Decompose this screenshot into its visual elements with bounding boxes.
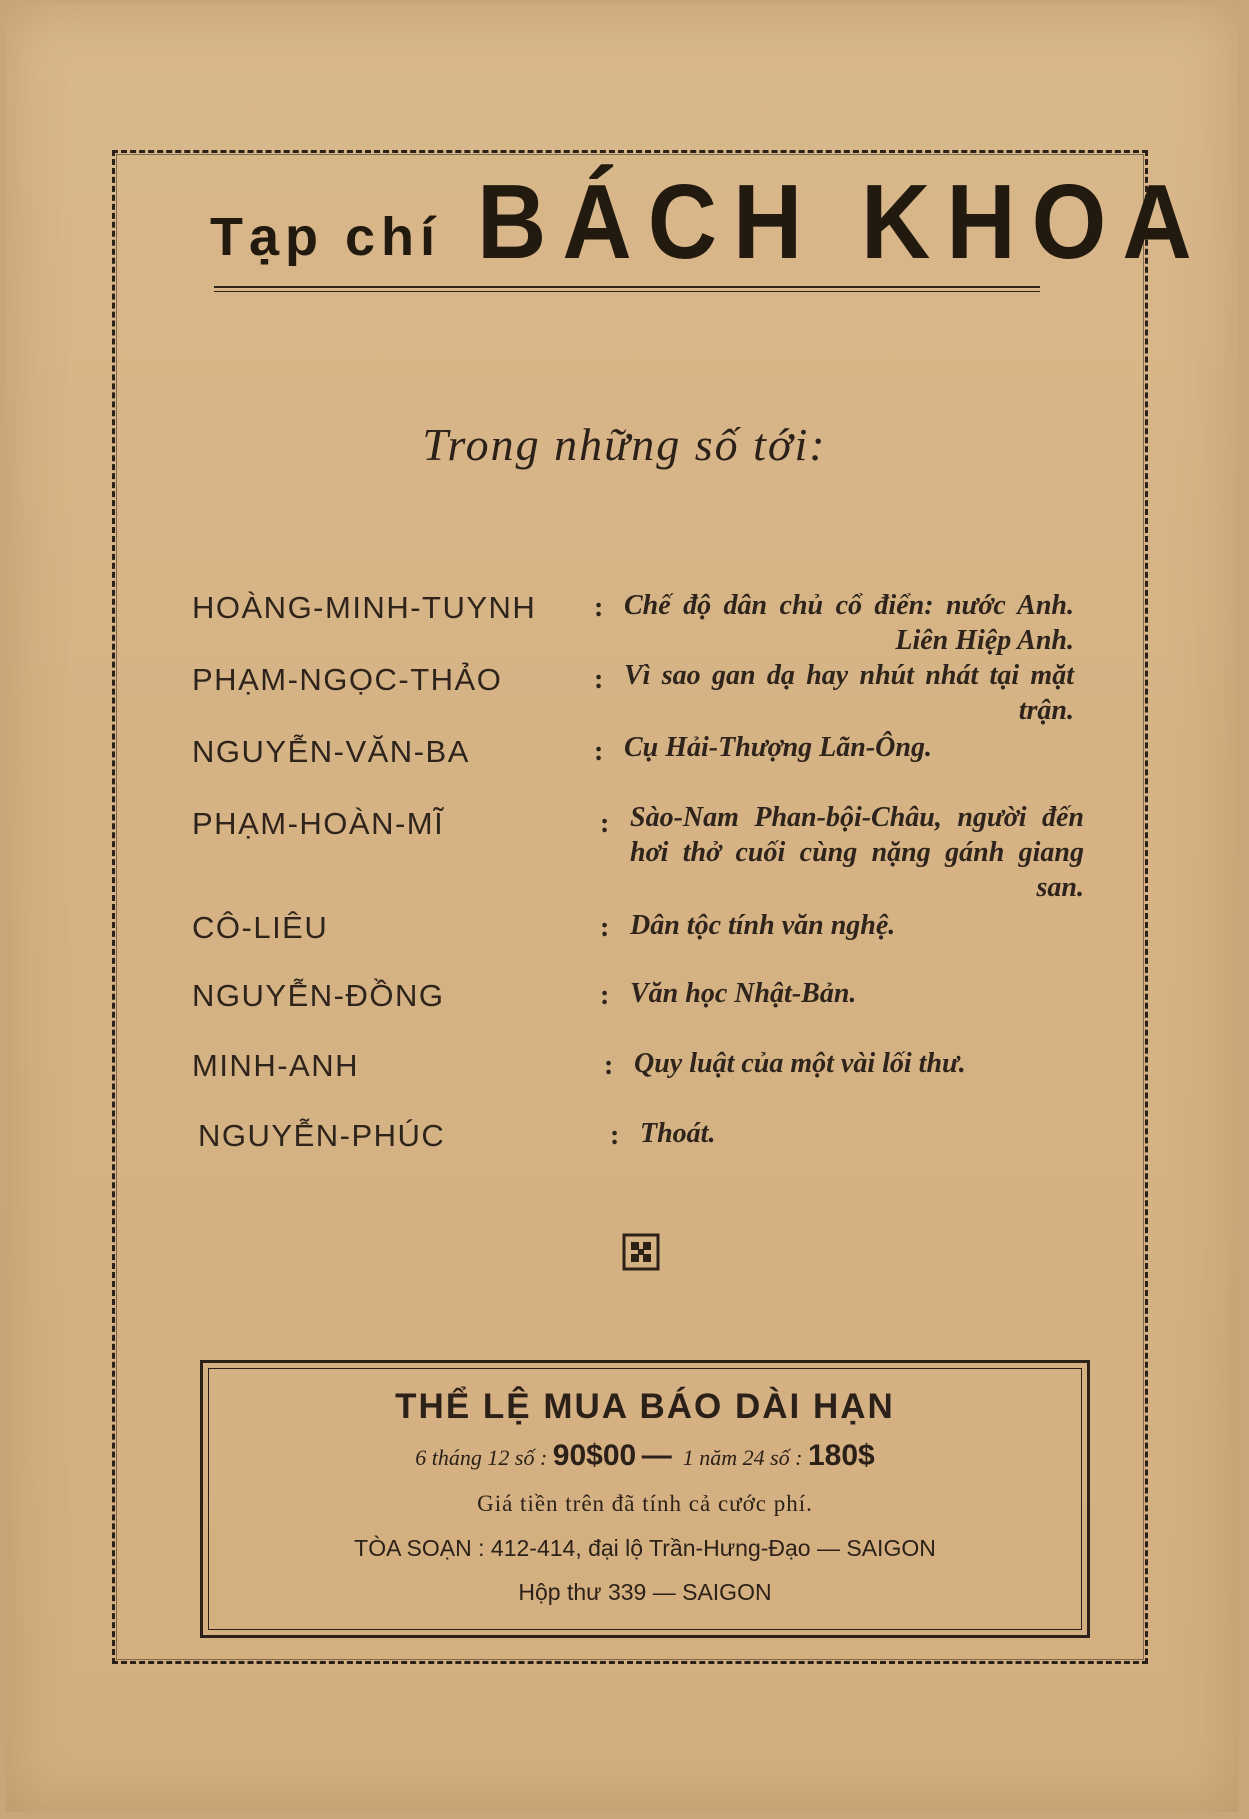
- separator-colon: :: [594, 664, 604, 695]
- price-note: Giá tiền trên đã tính cả cước phí.: [477, 1491, 813, 1516]
- subscription-title: THỂ LỆ MUA BÁO DÀI HẠN: [395, 1387, 895, 1426]
- title-main: BÁCH KHOA: [477, 163, 1208, 282]
- subscription-box: [200, 1360, 1090, 1638]
- upcoming-issues-heading: Trong những số tới:: [422, 419, 827, 470]
- author-name: NGUYỄN-PHÚC: [198, 1118, 446, 1153]
- separator-colon: :: [610, 1120, 620, 1151]
- title-prefix: Tạp chí: [210, 207, 442, 267]
- one-year-price: 180$: [807, 1439, 875, 1472]
- article-title: Văn học Nhật-Bản.: [630, 978, 857, 1009]
- title-underline: [214, 286, 1040, 292]
- separator-colon: :: [604, 1050, 614, 1081]
- mailbox-address: Hộp thư 339 — SAIGON: [518, 1579, 772, 1605]
- separator-colon: :: [594, 736, 604, 767]
- separator-colon: :: [600, 912, 610, 943]
- author-name: MINH-ANH: [192, 1048, 359, 1083]
- separator-colon: :: [594, 592, 604, 623]
- six-month-price: 90$00: [552, 1439, 637, 1472]
- separator-colon: :: [600, 808, 610, 839]
- magazine-title: [210, 163, 1208, 282]
- ornament-icon: [622, 1233, 660, 1271]
- office-address: TÒA SOẠN : 412-414, đại lộ Trần-Hưng-Đạo — SAIGON: [354, 1535, 936, 1561]
- article-title: Chế độ dân chủ cổ điển: nước Anh. Liên Hiệp Anh.: [624, 590, 1074, 656]
- article-title: Cụ Hải-Thượng Lãn-Ông.: [624, 732, 932, 763]
- author-name: NGUYỄN-VĂN-BA: [192, 734, 470, 769]
- article-title: Thoát.: [640, 1118, 716, 1149]
- one-year-label: 1 năm 24 số :: [682, 1445, 803, 1470]
- separator-colon: :: [600, 980, 610, 1011]
- article-title: Dân tộc tính văn nghệ.: [630, 910, 896, 941]
- author-name: PHẠM-HOÀN-MĨ: [192, 806, 445, 841]
- author-name: HOÀNG-MINH-TUYNH: [192, 590, 537, 625]
- author-name: PHẠM-NGỌC-THẢO: [192, 662, 503, 697]
- six-month-label: 6 tháng 12 số :: [415, 1445, 548, 1470]
- author-name: CÔ-LIÊU: [192, 910, 329, 945]
- price-dash: —: [641, 1439, 672, 1472]
- author-name: NGUYỄN-ĐỒNG: [192, 978, 445, 1013]
- subscription-prices: [203, 1439, 1087, 1473]
- article-title: Sào-Nam Phan-bội-Châu, người đến hơi thở cuối cùng nặng gánh giang san.: [630, 802, 1084, 903]
- article-title: Vì sao gan dạ hay nhút nhát tại mặt trận.: [624, 660, 1074, 726]
- article-title: Quy luật của một vài lối thư.: [634, 1048, 966, 1079]
